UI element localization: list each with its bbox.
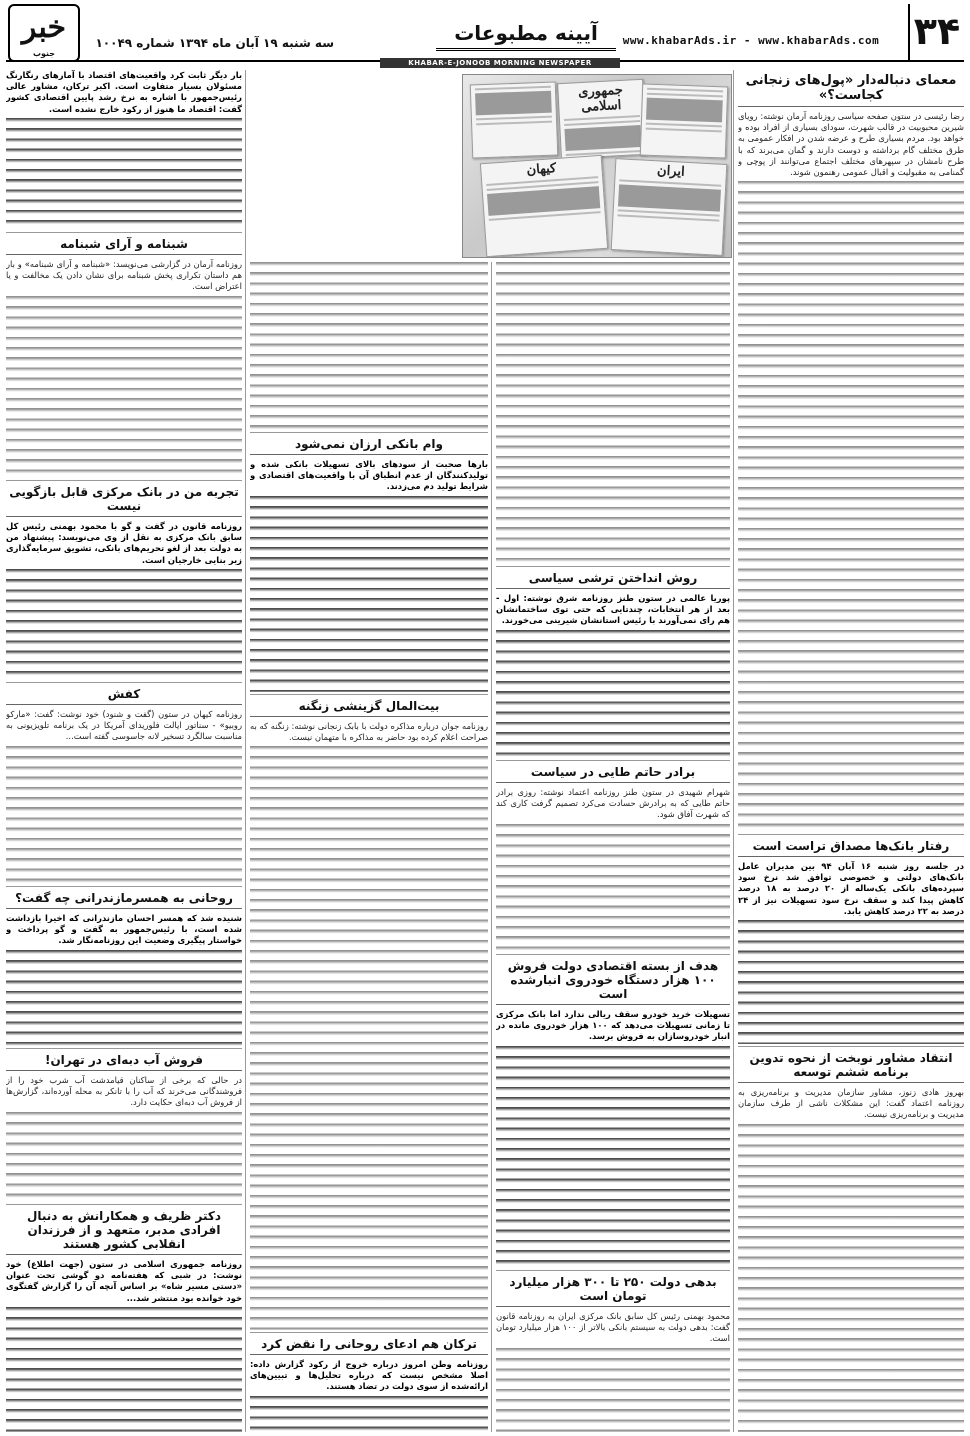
newspaper-thumb <box>611 158 728 256</box>
headline: دکتر ظریف و همکارانش به دنبال افرادی مدبر، متعهد و از فرزندان انقلابی کشور هستند <box>6 1206 242 1255</box>
divider <box>496 1270 730 1271</box>
article-body-text <box>6 118 242 230</box>
article-body-text <box>250 262 488 430</box>
article-lead: روزنامه آرمان در گزارشی می‌نویسد: «شبنامه و آرای شبنامه» و بار هم داستان تکراری پخش شبنامه برای نشان دادن یک مخالفت و یا اعتراض است. <box>6 259 242 292</box>
divider <box>250 1332 488 1333</box>
headline: ترکان هم ادعای روحانی را نقض کرد <box>250 1334 488 1355</box>
article-rouhani <box>6 888 242 1046</box>
article-body-text <box>496 1348 730 1432</box>
article-body-text <box>496 824 730 952</box>
section-title: آیینه مطبوعات <box>436 18 616 51</box>
article-body-text <box>6 950 242 1046</box>
article-lead: روزنامه جمهوری اسلامی در ستون (جهت اطلاع) خود نوشت: در شبی که هفته‌نامه دو گوشی تحت عنوان «دستی مسیر شاه» بر اساس آنچه آن را گزارش گفتگوی خود خوانده بود منتشر شد... <box>6 1259 242 1303</box>
page-header <box>6 4 964 60</box>
newspaper-thumb <box>640 84 728 159</box>
article-lead: بارها صحبت از سودهای بالای تسهیلات بانکی شده و تولیدکنندگان از عدم انطباق آن با واقعیت‌های اقتصادی و شرایط تولید دم می‌زدند. <box>250 459 488 492</box>
masthead-ribbon: KHABAR-E-JONOOB MORNING NEWSPAPER <box>380 58 620 68</box>
article-debt <box>496 1272 730 1432</box>
article-recession <box>6 70 242 230</box>
article-cars <box>496 956 730 1268</box>
article-political-dark <box>496 568 730 758</box>
divider <box>496 760 730 761</box>
headline: روش انداختن ترشی سیاسی <box>496 568 730 589</box>
article-body-text <box>6 746 242 884</box>
newspapers-photo <box>462 74 732 258</box>
divider <box>250 432 488 433</box>
divider <box>6 480 242 481</box>
article-central-bank <box>6 482 242 680</box>
headline: رفتار بانک‌ها مصداق تراست است <box>738 836 964 857</box>
column-divider <box>491 262 492 1432</box>
article-body-text <box>250 746 488 1330</box>
article-night <box>6 234 242 478</box>
website-url[interactable]: www.khabarAds.ir - www.khabarAds.com <box>622 34 880 47</box>
headline: بدهی دولت ۲۵۰ تا ۳۰۰ هزار میلیارد تومان است <box>496 1272 730 1307</box>
article-shoes <box>6 684 242 884</box>
article-body-text <box>6 569 242 680</box>
article-lead: تسهیلات خرید خودرو سقف ریالی ندارد اما بانک مرکزی تا زمانی تسهیلات می‌دهد که ۱۰۰ هزار خودروی مانده در انبار خودروسازان به فروش برسد. <box>496 1009 730 1042</box>
article-body-text <box>6 296 242 478</box>
newspaper-masthead: کیهان <box>526 161 557 179</box>
headline: هدف از بسته اقتصادی دولت فروش ۱۰۰ هزار دستگاه خودروی انبارشده است <box>496 956 730 1005</box>
headline: بیت‌المال گزینشی زنگنه <box>250 696 488 717</box>
article-lead: روزنامه کیهان در ستون (گفت و شنود) خود نوشت: گفت: «مارکو روبیو» - سناتور ایالت فلوریدای آمریکا در یک برنامه تلویزیونی به مناسبت سالگرد تسخیر لانه جاسوسی گفته است... <box>6 709 242 742</box>
article-body-text <box>738 181 964 832</box>
article-zarif <box>6 1206 242 1432</box>
article-lead: رضا رئیسی در ستون صفحه سیاسی روزنامه آرمان نوشته: رویای شیرین محبوبیت در قالب شهرت، سودای بسیاری از افراد بوده و خواهد بود. مردم بسیاری طرح و عرضه شدن در افکار عمومی به طرق مختلف گام برداشته و دوست دارند و گمان می‌برند که با طرح نامشان در سپهرهای مختلف اجتماع می‌توانند از پوچی و گمنامی به مقبولیت و اقبال عمومی رهنمون شوند. <box>738 111 964 178</box>
article-water <box>6 1050 242 1202</box>
article-lead: روزنامه وطن امروز درباره خروج از رکود گزارش داده: اصلا مشخص نیست که درباره تحلیل‌ها و تبیین‌های ارائه‌شده از سوی دولت در تضاد هستند. <box>250 1359 488 1392</box>
article-body-text <box>496 1046 730 1268</box>
column-divider <box>245 70 246 1432</box>
divider <box>6 886 242 887</box>
headline: وام بانکی ارزان نمی‌شود <box>250 434 488 455</box>
divider <box>6 1048 242 1049</box>
logo-text: خبر <box>21 10 67 45</box>
article-body-text <box>6 1112 242 1202</box>
article-body-text <box>738 1124 964 1432</box>
article-lead: شنیده شد که همسر احسان مازندرانی که اخیرا بازداشت شده است، با رئیس‌جمهور به گفت و گو پرداخت و خواستار پیگیری وضعیت این روزنامه‌نگار شد. <box>6 913 242 946</box>
article-zanjani-guard <box>250 696 488 1330</box>
article-body-text <box>496 262 730 564</box>
article-program6 <box>738 1048 964 1432</box>
article-continued <box>250 262 488 430</box>
article-body-text <box>250 496 488 692</box>
article-hatami <box>496 762 730 952</box>
headline: تجربه من در بانک مرکزی قابل بازگویی نیست <box>6 482 242 517</box>
divider <box>738 1046 964 1047</box>
newspaper-masthead: جمهوری اسلامی <box>577 82 624 116</box>
divider <box>496 954 730 955</box>
divider <box>496 566 730 567</box>
newspaper-thumb <box>480 155 608 257</box>
newspaper-masthead: ایران <box>656 163 686 180</box>
article-lead: روزنامه قانون در گفت و گو با محمود بهمنی رئیس کل سابق بانک مرکزی به نقل از وی می‌نویسد: پیشنهاد من به دولت بعد از لغو تحریم‌های بانکی، تشویق سرمایه‌گذاری زیر بنایی خارجیان است. <box>6 521 242 565</box>
newspaper-thumb <box>557 79 647 159</box>
article-body-text <box>738 920 964 1044</box>
article-zanjani <box>738 70 964 832</box>
headline: شبنامه و آرای شبنامه <box>6 234 242 255</box>
article-lead: محمود بهمنی رئیس کل سابق بانک مرکزی ایران به روزنامه قانون گفت: بدهی دولت به سیستم بانکی بالاتر از ۱۰۰ هزار میلیارد تومان است. <box>496 1311 730 1344</box>
logo-subtext: جنوب <box>32 49 56 58</box>
article-continued <box>496 262 730 564</box>
divider <box>6 682 242 683</box>
headline: معمای دنباله‌دار «پول‌های زنجانی کجاست؟» <box>738 70 964 107</box>
article-lead: شهرام شهیدی در ستون طنز روزنامه اعتماد نوشته: روزی برادر حاتم طایی که به برادرش حسادت می‌کرد تصمیم گرفت کاری کند که شهرت آفاق شود. <box>496 787 730 820</box>
divider <box>250 694 488 695</box>
column-divider <box>733 70 734 1432</box>
article-banks <box>738 836 964 1044</box>
article-lead: در جلسه روز شنبه ۱۶ آبان ۹۴ بین مدیران عامل بانک‌های دولتی و خصوصی توافق شد نرخ سود سپرده‌های بانکی یک‌ساله از ۲۰ درصد به ۱۸ درصد کاهش پیدا کند و سقف نرخ سود تسهیلات نیز از ۲۴ درصد به ۲۲ درصد کاهش یابد. <box>738 861 964 916</box>
article-loan <box>250 434 488 692</box>
article-lead: پوریا عالمی در ستون طنز روزنامه شرق نوشته: اول - بعد از هر انتخابات، چندتایی که حتی توی ساختمانشان هم رای نمی‌آورند با رئیس استانشان شیرینی می‌خورند. <box>496 593 730 626</box>
article-lead: بار دیگر ثابت کرد واقعیت‌های اقتصاد با آمارهای رنگارنگ مسئولان بسیار متفاوت است. اکبر ترکان، مشاور عالی رئیس‌جمهور با اشاره به نرخ رشد پایین اقتصادی کشور گفت: اقتصاد ما هنوز از رکود خارج نشده است. <box>6 70 242 114</box>
issue-date: سه شنبه ۱۹ آبان ماه ۱۳۹۴ شماره ۱۰۰۴۹ <box>95 36 334 50</box>
article-body-text <box>496 630 730 758</box>
divider <box>6 1204 242 1205</box>
article-body-text <box>6 1307 242 1432</box>
article-turkan <box>250 1334 488 1432</box>
headline: انتقاد مشاور نوبخت از نحوه تدوین برنامه ششم توسعه <box>738 1048 964 1083</box>
headline: فروش آب دبه‌ای در تهران! <box>6 1050 242 1071</box>
headline: کفش <box>6 684 242 705</box>
newspaper-thumb <box>470 82 559 159</box>
article-lead: روزنامه جوان درباره مذاکره دولت با بابک زنجانی نوشته: زنگنه که به صراحت اعلام کرده بود حاضر به مذاکره با متهمان نیست. <box>250 721 488 743</box>
page-number: ۳۴ <box>908 4 964 60</box>
headline: برادر حاتم طایی در سیاست <box>496 762 730 783</box>
article-lead: بهروز هادی زنوز، مشاور سازمان مدیریت و برنامه‌ریزی به روزنامه اعتماد گفت: این مشکلات ناشی از طرف سازمان مدیریت و برنامه‌ریزی نیست. <box>738 1087 964 1120</box>
divider <box>6 232 242 233</box>
article-lead: در حالی که برخی از ساکنان قیامدشت آب شرب خود را از فروشندگانی می‌خرند که آب را با تانکر به محله آورده‌اند، گزارش‌ها از فروش آب دبه‌ای حکایت دارد. <box>6 1075 242 1108</box>
article-body-text <box>250 1396 488 1432</box>
headline: روحانی به همسرمازندرانی چه گفت؟ <box>6 888 242 909</box>
newspaper-logo <box>8 4 80 62</box>
divider <box>738 834 964 835</box>
